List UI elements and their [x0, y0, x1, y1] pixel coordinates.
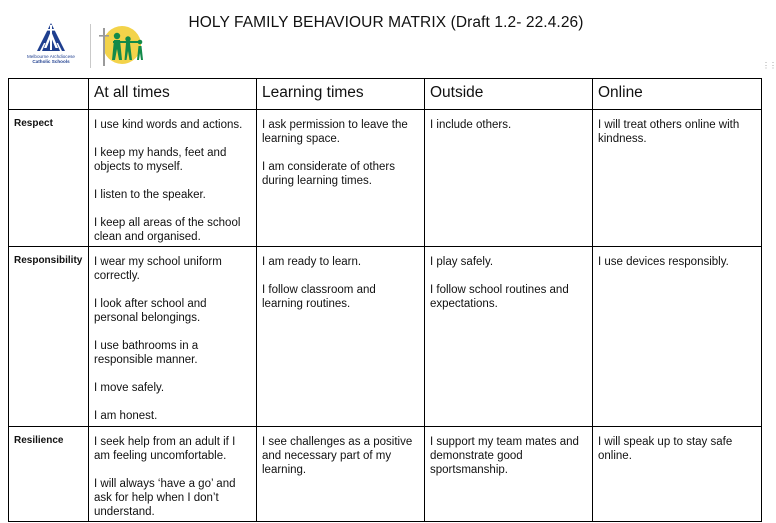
statement: I include others.	[430, 119, 512, 131]
cell-responsibility-at-all-times	[89, 247, 257, 427]
row-label-respect: Respect	[9, 110, 89, 247]
statement: I play safely.	[430, 256, 494, 268]
cell-respect-at-all-times	[89, 110, 257, 247]
column-header-outside: Outside	[425, 79, 593, 110]
statement: I use devices responsibly.	[598, 256, 729, 268]
statement: I use bathrooms in a responsible manner.	[94, 340, 199, 366]
statement: I wear my school uniform correctly.	[94, 256, 222, 282]
meca-caption-line1: Melbourne Archdiocese	[26, 54, 75, 59]
row-label-resilience: Resilience	[9, 427, 89, 522]
table-row-responsibility	[9, 247, 762, 427]
drag-handle-icon[interactable]: ⋮⋮	[762, 61, 776, 70]
statement: I use kind words and actions.	[94, 119, 243, 131]
meca-caption-line2: Catholic Schools	[32, 59, 70, 65]
statement: I move safely.	[94, 382, 165, 394]
row-label-responsibility: Responsibility	[9, 247, 89, 427]
statement: I will speak up to stay safe online.	[598, 436, 733, 462]
statement: I ask permission to leave the learning space.	[262, 119, 408, 145]
statement: I will treat others online with kindness.	[598, 119, 740, 145]
table-row-respect	[9, 110, 762, 247]
statement: I listen to the speaker.	[94, 189, 206, 201]
column-header-online: Online	[593, 79, 762, 110]
cell-responsibility-online	[593, 247, 762, 427]
cell-resilience-learning-times	[257, 427, 425, 522]
statement: I support my team mates and demonstrate good sportsmanship.	[430, 436, 579, 476]
cell-resilience-online	[593, 427, 762, 522]
behaviour-matrix-table	[8, 78, 762, 522]
column-header-at-all-times: At all times	[89, 79, 257, 110]
cell-resilience-at-all-times	[89, 427, 257, 522]
table-row-resilience	[9, 427, 762, 522]
cell-resilience-outside	[425, 427, 593, 522]
statement: I am ready to learn.	[262, 256, 362, 268]
header-corner-cell	[9, 79, 89, 110]
page-title: HOLY FAMILY BEHAVIOUR MATRIX (Draft 1.2- 22.4.26)	[188, 14, 584, 31]
cell-respect-learning-times	[257, 110, 425, 247]
statement: I will always ‘have a go’ and ask for help when I don’t understand.	[94, 478, 236, 518]
statement: I follow school routines and expectations.	[430, 284, 569, 310]
statement: I look after school and personal belongings.	[94, 298, 207, 324]
statement: I am honest.	[94, 410, 158, 422]
statement: I see challenges as a positive and necessary part of my learning.	[262, 436, 413, 476]
column-header-learning-times: Learning times	[257, 79, 425, 110]
statement: I seek help from an adult if I am feeling uncomfortable.	[94, 436, 236, 462]
statement: I am considerate of others during learning times.	[262, 161, 395, 187]
cell-respect-outside	[425, 110, 593, 247]
cell-responsibility-outside	[425, 247, 593, 427]
statement: I follow classroom and learning routines.	[262, 284, 376, 310]
cell-responsibility-learning-times	[257, 247, 425, 427]
statement: I keep my hands, feet and objects to myself.	[94, 147, 227, 173]
statement: I keep all areas of the school clean and organised.	[94, 217, 241, 243]
table-header-row	[9, 79, 762, 110]
cell-respect-online	[593, 110, 762, 247]
